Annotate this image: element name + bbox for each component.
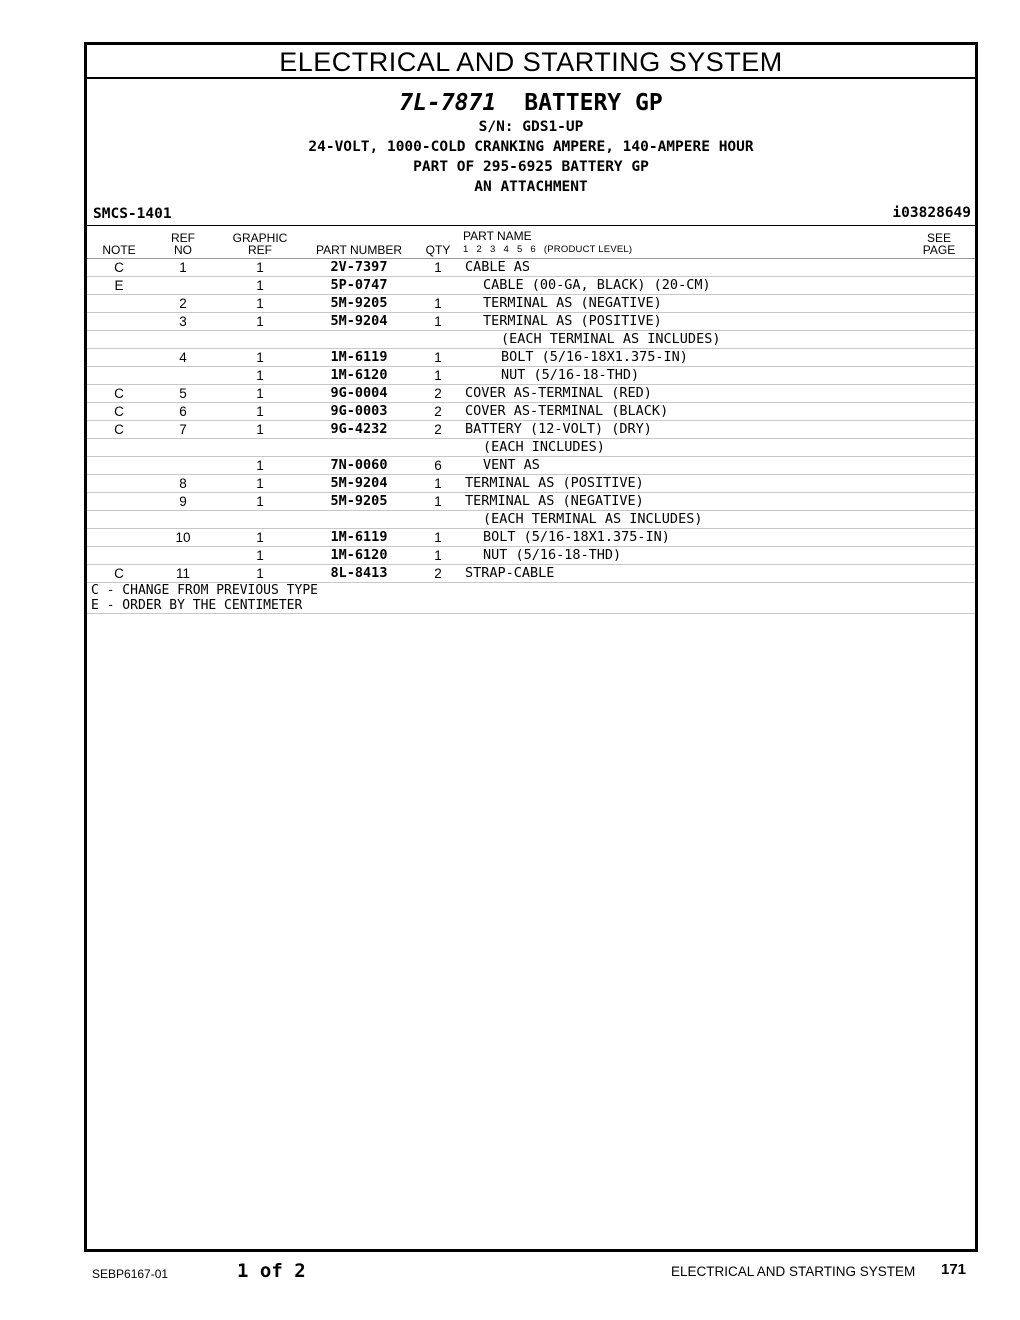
note-cell [87,349,151,367]
part-name-cell: TERMINAL AS (NEGATIVE) [463,493,903,511]
note-cell: C [87,259,151,277]
table-row [87,511,975,529]
graphic-ref-cell: 1 [215,493,305,511]
graphic-ref-cell: 1 [215,529,305,547]
see-page-cell [903,367,975,385]
qty-cell: 1 [413,259,463,277]
part-name-cell: BOLT (5/16-18X1.375-IN) [463,529,903,547]
part-number-cell [305,511,413,529]
qty-cell: 1 [413,547,463,565]
parts-table [87,226,975,583]
see-page-cell [903,511,975,529]
note-cell: C [87,565,151,583]
qty-cell: 2 [413,421,463,439]
part-number-cell: 5M-9204 [305,313,413,331]
table-row [87,475,975,493]
part-name-cell: NUT (5/16-18-THD) [463,547,903,565]
page-footer [0,1258,1020,1288]
see-page-cell [903,457,975,475]
note-cell [87,511,151,529]
smcs-row [87,203,975,226]
note-cell: C [87,421,151,439]
ref-no-cell: 1 [151,259,215,277]
part-number-cell: 9G-0003 [305,403,413,421]
ref-no-cell [151,457,215,475]
qty-cell: 1 [413,475,463,493]
note-cell [87,367,151,385]
table-row [87,349,975,367]
table-row [87,295,975,313]
attachment-label: AN ATTACHMENT [474,179,588,195]
table-row [87,529,975,547]
notes-legend [87,583,975,614]
table-row [87,367,975,385]
part-of: PART OF 295-6925 BATTERY GP [413,159,649,175]
ref-no-cell [151,331,215,349]
page-count: 1 of 2 [237,1260,306,1282]
note-cell [87,547,151,565]
ref-no-cell [151,439,215,457]
table-row [87,439,975,457]
see-page-cell [903,547,975,565]
note-c: C - CHANGE FROM PREVIOUS TYPE [91,583,318,598]
col-graphic-ref: GRAPHIC REF [215,226,305,259]
parts-table-body [87,259,975,583]
see-page-cell [903,421,975,439]
document-id: SEBP6167-01 [92,1267,169,1281]
part-number-cell: 9G-0004 [305,385,413,403]
table-row [87,331,975,349]
qty-cell: 1 [413,529,463,547]
ref-no-cell [151,277,215,295]
qty-cell: 6 [413,457,463,475]
part-number-cell: 2V-7397 [305,259,413,277]
part-number-cell: 5M-9204 [305,475,413,493]
qty-cell: 1 [413,493,463,511]
serial-number: S/N: GDS1-UP [478,119,584,135]
see-page-cell [903,403,975,421]
see-page-cell [903,277,975,295]
col-qty: QTY [413,226,463,259]
qty-cell: 1 [413,367,463,385]
graphic-ref-cell: 1 [215,367,305,385]
note-e: E - ORDER BY THE CENTIMETER [91,598,303,613]
see-page-cell [903,565,975,583]
part-name-cell: TERMINAL AS (NEGATIVE) [463,295,903,313]
ref-no-cell [151,367,215,385]
part-name-cell: VENT AS [463,457,903,475]
note-cell [87,475,151,493]
part-name-cell: TERMINAL AS (POSITIVE) [463,313,903,331]
ref-no-cell: 9 [151,493,215,511]
col-part-number: PART NUMBER [305,226,413,259]
ref-no-cell: 7 [151,421,215,439]
table-header-row [87,226,975,259]
see-page-cell [903,493,975,511]
table-row [87,565,975,583]
group-description: 24-VOLT, 1000-COLD CRANKING AMPERE, 140-AMPERE HOUR [308,139,754,155]
see-page-cell [903,331,975,349]
product-levels: 1 2 3 4 5 6 (PRODUCT LEVEL) [463,244,633,255]
group-title-line [87,89,975,117]
part-name-cell: STRAP-CABLE [463,565,903,583]
part-number-cell: 9G-4232 [305,421,413,439]
page-number: 171 [941,1261,967,1278]
part-name-cell: (EACH TERMINAL AS INCLUDES) [463,331,903,349]
note-cell [87,295,151,313]
part-number-cell: 5M-9205 [305,493,413,511]
table-row [87,457,975,475]
note-cell: C [87,403,151,421]
part-number-cell: 5M-9205 [305,295,413,313]
graphic-ref-cell: 1 [215,259,305,277]
note-cell [87,313,151,331]
note-cell [87,529,151,547]
ref-no-cell: 4 [151,349,215,367]
note-cell [87,439,151,457]
ref-no-cell: 2 [151,295,215,313]
part-name-cell: BATTERY (12-VOLT) (DRY) [463,421,903,439]
part-number-cell [305,331,413,349]
graphic-ref-cell: 1 [215,475,305,493]
note-cell: C [87,385,151,403]
part-name-cell: COVER AS-TERMINAL (BLACK) [463,403,903,421]
qty-cell: 2 [413,403,463,421]
smcs-code: SMCS-1401 [93,206,172,222]
ref-no-cell: 8 [151,475,215,493]
graphic-ref-cell [215,331,305,349]
ref-no-cell: 6 [151,403,215,421]
graphic-ref-cell: 1 [215,313,305,331]
illustration-id: i03828649 [892,205,971,221]
graphic-ref-cell: 1 [215,385,305,403]
ref-no-cell: 3 [151,313,215,331]
part-name-cell: COVER AS-TERMINAL (RED) [463,385,903,403]
qty-cell: 1 [413,313,463,331]
qty-cell: 2 [413,565,463,583]
note-cell [87,457,151,475]
part-number-cell: 5P-0747 [305,277,413,295]
col-note: NOTE [87,226,151,259]
see-page-cell [903,475,975,493]
see-page-cell [903,295,975,313]
graphic-ref-cell: 1 [215,277,305,295]
ref-no-cell: 11 [151,565,215,583]
part-name-cell: (EACH TERMINAL AS INCLUDES) [463,511,903,529]
table-row [87,313,975,331]
part-name-cell: BOLT (5/16-18X1.375-IN) [463,349,903,367]
qty-cell [413,511,463,529]
qty-cell [413,439,463,457]
part-number-cell: 1M-6119 [305,349,413,367]
group-part-number: 7L-7871 [399,90,497,116]
part-name-cell: NUT (5/16-18-THD) [463,367,903,385]
col-see-page: SEE PAGE [903,226,975,259]
table-row [87,403,975,421]
part-name-cell: TERMINAL AS (POSITIVE) [463,475,903,493]
graphic-ref-cell: 1 [215,403,305,421]
table-row [87,421,975,439]
see-page-cell [903,349,975,367]
graphic-ref-cell: 1 [215,421,305,439]
footer-system-name: ELECTRICAL AND STARTING SYSTEM [671,1264,916,1279]
part-name-cell: (EACH INCLUDES) [463,439,903,457]
graphic-ref-cell: 1 [215,295,305,313]
note-cell [87,331,151,349]
graphic-ref-cell: 1 [215,349,305,367]
see-page-cell [903,259,975,277]
col-ref-no: REF NO [151,226,215,259]
see-page-cell [903,385,975,403]
parts-page-frame [84,42,978,1252]
part-number-cell: 8L-8413 [305,565,413,583]
note-cell: E [87,277,151,295]
see-page-cell [903,529,975,547]
group-name: BATTERY GP [524,90,663,116]
col-part-name: PART NAME 1 2 3 4 5 6 (PRODUCT LEVEL) [463,226,903,259]
part-number-cell: 1M-6120 [305,547,413,565]
system-title: ELECTRICAL AND STARTING SYSTEM [87,45,975,79]
part-number-cell: 1M-6119 [305,529,413,547]
see-page-cell [903,439,975,457]
graphic-ref-cell: 1 [215,457,305,475]
graphic-ref-cell [215,439,305,457]
see-page-cell [903,313,975,331]
part-number-cell [305,439,413,457]
part-name-cell: CABLE AS [463,259,903,277]
ref-no-cell [151,511,215,529]
table-row [87,493,975,511]
qty-cell: 1 [413,349,463,367]
qty-cell [413,277,463,295]
table-row [87,259,975,277]
ref-no-cell [151,547,215,565]
qty-cell [413,331,463,349]
part-number-cell: 1M-6120 [305,367,413,385]
ref-no-cell: 10 [151,529,215,547]
qty-cell: 1 [413,295,463,313]
note-cell [87,493,151,511]
graphic-ref-cell: 1 [215,565,305,583]
table-row [87,385,975,403]
part-name-cell: CABLE (00-GA, BLACK) (20-CM) [463,277,903,295]
table-row [87,547,975,565]
part-number-cell: 7N-0060 [305,457,413,475]
table-row [87,277,975,295]
qty-cell: 2 [413,385,463,403]
ref-no-cell: 5 [151,385,215,403]
graphic-ref-cell: 1 [215,547,305,565]
group-header [87,89,975,197]
graphic-ref-cell [215,511,305,529]
